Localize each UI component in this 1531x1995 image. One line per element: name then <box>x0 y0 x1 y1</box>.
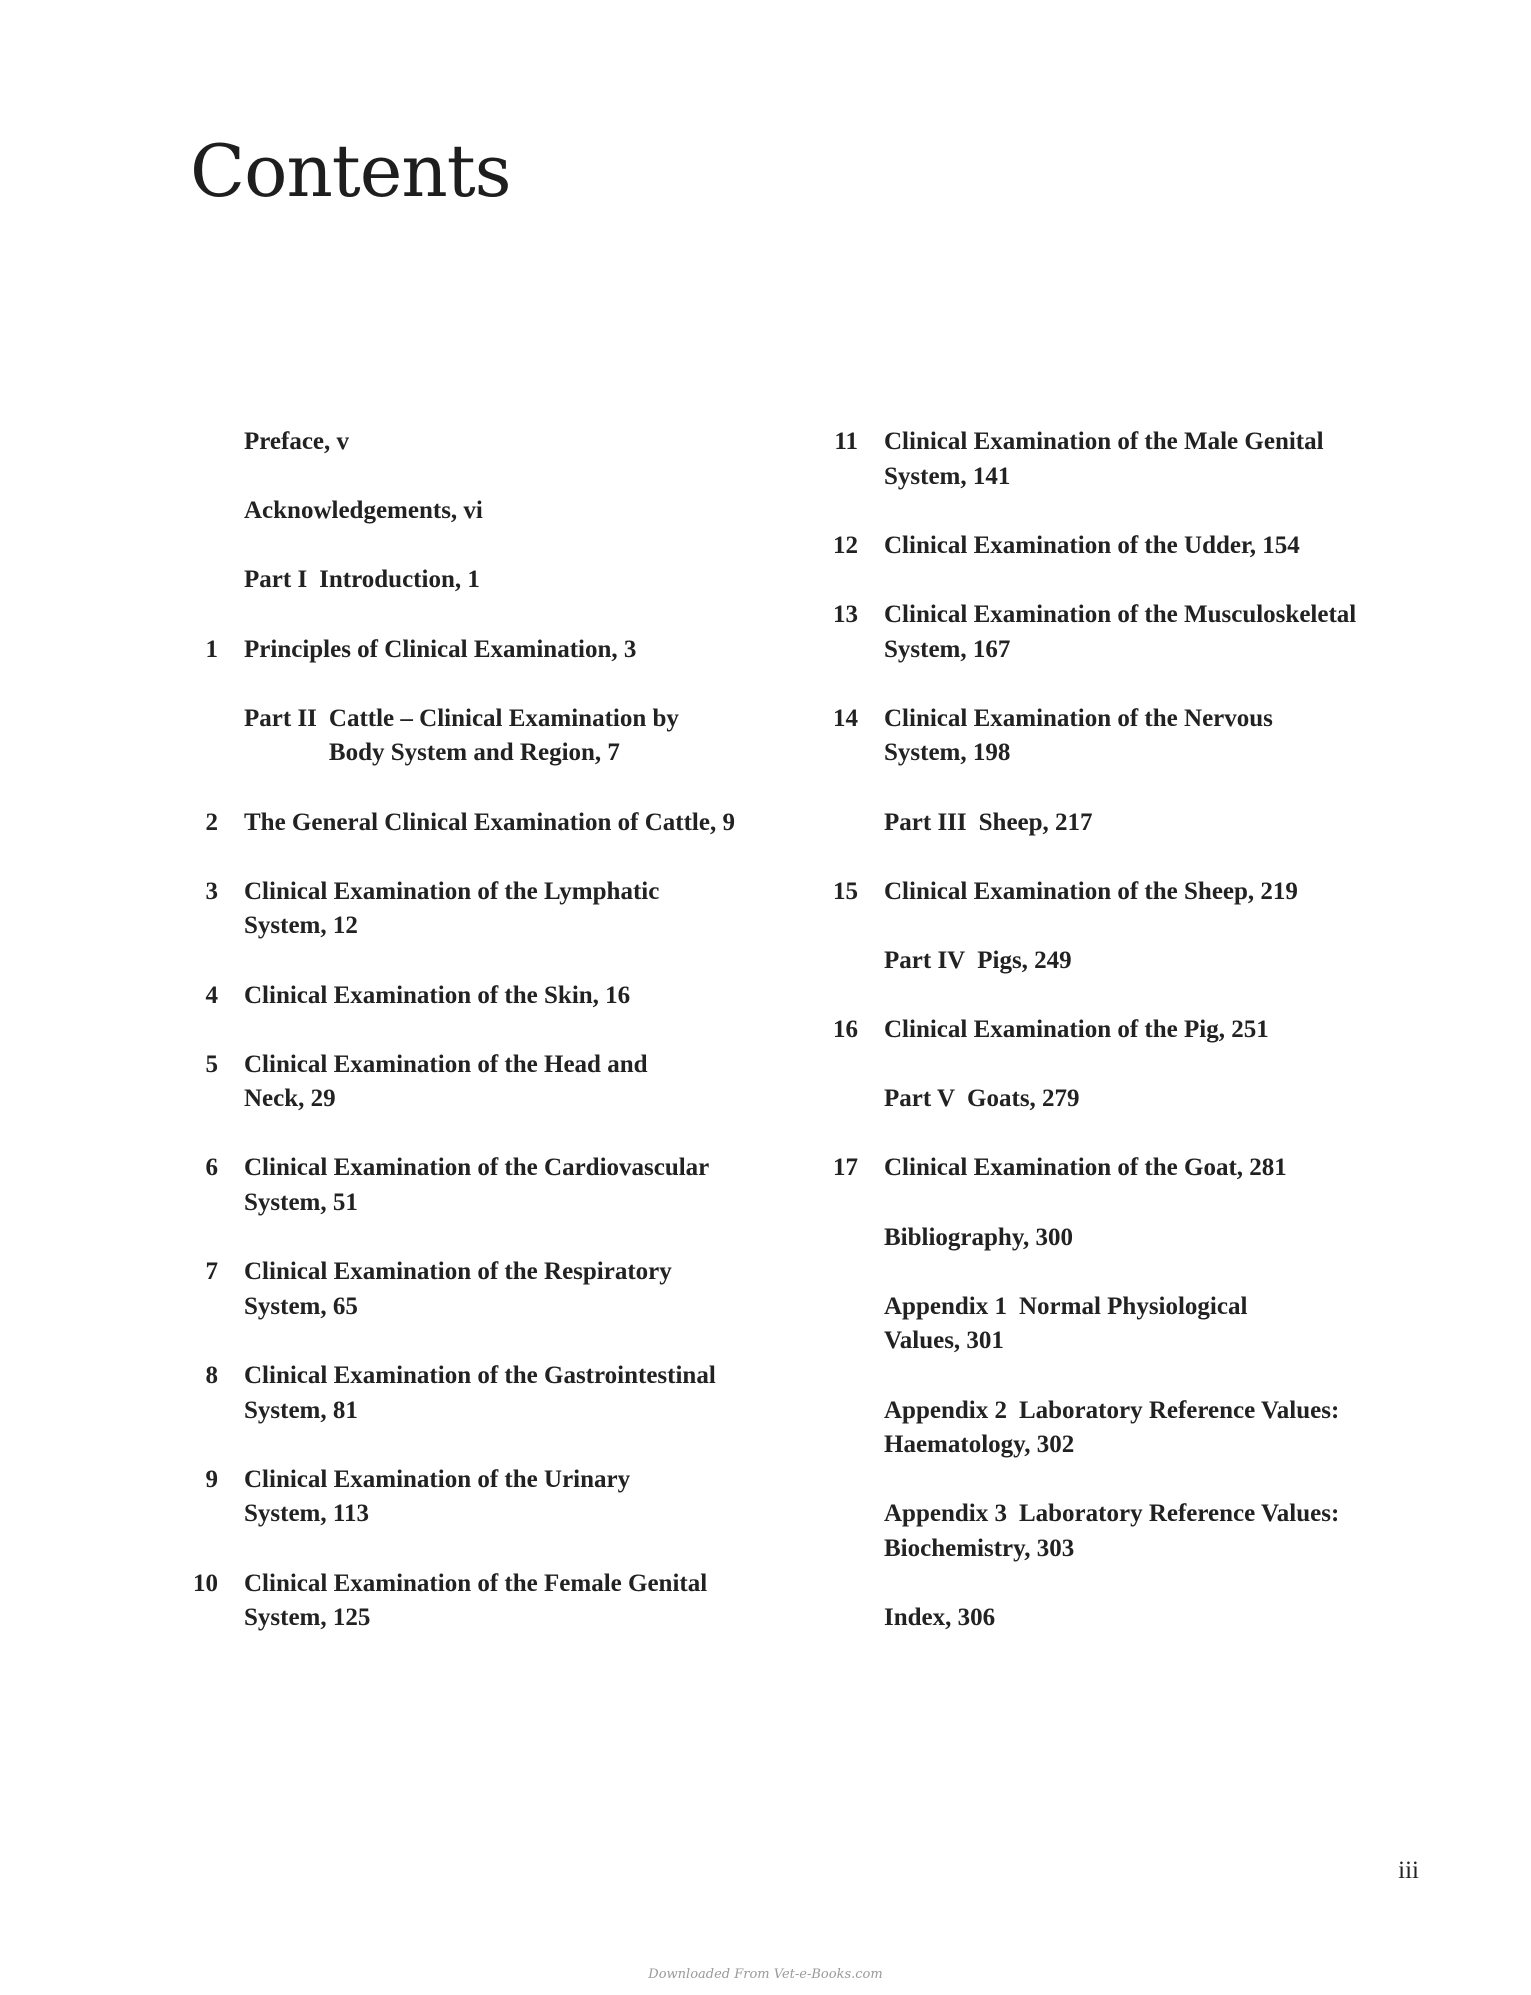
chapter-number: 10 <box>193 1569 218 1597</box>
part-title <box>979 806 1093 841</box>
toc-entry[interactable] <box>180 875 780 944</box>
toc-entry[interactable] <box>180 806 780 841</box>
toc-entry[interactable] <box>180 563 780 598</box>
appendix-label: Appendix 1 <box>884 1292 1007 1320</box>
entry-title-line: System, 167 <box>884 635 1011 663</box>
chapter-number: 2 <box>205 808 218 836</box>
entry-title-line: Clinical Examination of the Musculoskeletal <box>884 600 1357 628</box>
toc-entry[interactable] <box>180 425 780 460</box>
chapter-number: 11 <box>834 428 858 455</box>
part-title <box>967 1082 1080 1117</box>
appendix-label: Appendix 2 <box>884 1396 1007 1424</box>
toc-entry[interactable] <box>820 425 1420 494</box>
toc-entry[interactable] <box>820 702 1420 771</box>
toc-entry[interactable] <box>180 633 780 668</box>
part-label: Part II <box>244 704 317 732</box>
entry-title-line: Clinical Examination of the Gastrointestinal <box>244 1362 716 1390</box>
entry-title: Preface, v <box>244 428 350 455</box>
part-title-line: Introduction, 1 <box>319 566 480 594</box>
part-label: Part I <box>244 566 308 594</box>
toc-entry[interactable] <box>820 875 1420 910</box>
part-label: Part III <box>884 808 967 836</box>
toc-entry[interactable] <box>180 1048 780 1117</box>
part-heading-content <box>244 563 780 598</box>
part-title-line: Goats, 279 <box>967 1085 1080 1113</box>
toc-entry[interactable] <box>180 494 780 529</box>
toc-right-column <box>820 425 1420 1670</box>
toc-entry[interactable] <box>820 944 1420 979</box>
entry-title-line: Clinical Examination of the Nervous <box>884 704 1273 732</box>
toc-entry[interactable] <box>820 1290 1420 1359</box>
part-title-line: Pigs, 249 <box>977 946 1072 974</box>
appendix-title-line: Values, 301 <box>884 1327 1004 1355</box>
toc-entry[interactable] <box>820 1497 1420 1566</box>
chapter-number: 7 <box>205 1258 218 1286</box>
entry-title-line: System, 113 <box>244 1500 369 1528</box>
entry-title: Bibliography, 300 <box>884 1223 1073 1251</box>
entry-title-line: Neck, 29 <box>244 1085 336 1113</box>
entry-title: Clinical Examination of the Skin, 16 <box>244 981 631 1009</box>
toc-entry[interactable] <box>820 598 1420 667</box>
appendix-title: Laboratory Reference Values: <box>1018 1500 1340 1528</box>
toc-entry[interactable] <box>820 1013 1420 1048</box>
entry-title-line: System, 51 <box>244 1189 358 1217</box>
part-title-line: Sheep, 217 <box>978 808 1093 836</box>
entry-title-line: Clinical Examination of the Urinary <box>244 1465 631 1493</box>
toc-entry[interactable] <box>180 1359 780 1428</box>
part-label: Part IV <box>884 946 966 974</box>
part-heading-content <box>244 702 780 771</box>
appendix-label: Appendix 3 <box>884 1500 1007 1528</box>
chapter-number: 17 <box>833 1154 858 1182</box>
appendix-title-line <box>884 1497 1420 1532</box>
entry-title-line: Clinical Examination of the Female Genital <box>244 1569 708 1597</box>
chapter-number: 6 <box>205 1154 218 1182</box>
chapter-number: 15 <box>833 877 858 905</box>
part-title <box>329 702 679 771</box>
entry-title: Acknowledgements, vi <box>244 497 483 525</box>
appendix-title: Laboratory Reference Values: <box>1018 1396 1340 1424</box>
entry-title: Clinical Examination of the Pig, 251 <box>884 1016 1269 1044</box>
part-title-line: Body System and Region, 7 <box>328 739 620 767</box>
entry-title-line: System, 81 <box>244 1396 358 1424</box>
entry-title: Clinical Examination of the Udder, 154 <box>884 531 1300 559</box>
appendix-title: Normal Physiological <box>1018 1292 1248 1320</box>
toc-entry[interactable] <box>180 979 780 1014</box>
entry-title-line: System, 125 <box>244 1604 371 1632</box>
entry-title-line: System, 141 <box>884 462 1011 490</box>
part-heading-content <box>884 806 1420 841</box>
chapter-number: 9 <box>205 1465 218 1493</box>
appendix-title-line: Biochemistry, 303 <box>884 1535 1075 1562</box>
toc-left-column <box>180 425 780 1670</box>
toc-entry[interactable] <box>820 806 1420 841</box>
chapter-number: 3 <box>205 877 218 905</box>
entry-title-line: Clinical Examination of the Male Genital <box>884 428 1324 455</box>
entry-title: Principles of Clinical Examination, 3 <box>244 635 637 663</box>
entry-title: Index, 306 <box>884 1604 996 1632</box>
toc-entry[interactable] <box>820 1394 1420 1463</box>
chapter-number: 4 <box>205 981 218 1009</box>
appendix-title-line <box>884 1394 1420 1429</box>
entry-title: Clinical Examination of the Goat, 281 <box>884 1154 1287 1182</box>
entry-title-line: Clinical Examination of the Lymphatic <box>244 877 660 905</box>
part-heading-content <box>884 944 1420 979</box>
chapter-number: 8 <box>205 1362 218 1390</box>
entry-title-line: System, 65 <box>244 1292 358 1320</box>
entry-title-line: Clinical Examination of the Cardiovascular <box>244 1154 710 1182</box>
toc-entry[interactable] <box>180 1255 780 1324</box>
appendix-title-line <box>884 1290 1420 1325</box>
part-title <box>319 563 480 598</box>
chapter-number: 12 <box>833 531 858 559</box>
toc-entry[interactable] <box>180 702 780 771</box>
chapter-number: 13 <box>833 600 858 628</box>
part-label: Part V <box>884 1085 956 1113</box>
entry-title-line: System, 198 <box>884 739 1011 767</box>
entry-title-line: Clinical Examination of the Respiratory <box>244 1258 672 1286</box>
part-title <box>977 944 1071 979</box>
part-heading-content <box>884 1082 1420 1117</box>
toc-entry[interactable] <box>820 1082 1420 1117</box>
toc-entry[interactable] <box>180 1151 780 1220</box>
part-title-line: Cattle – Clinical Examination by <box>328 704 679 732</box>
entry-title-line: System, 12 <box>244 912 358 940</box>
toc-entry[interactable] <box>820 529 1420 564</box>
chapter-number: 14 <box>833 704 858 732</box>
appendix-title-line: Haematology, 302 <box>884 1431 1075 1459</box>
entry-title-line: Clinical Examination of the Head and <box>244 1050 648 1078</box>
toc-entry[interactable] <box>180 1463 780 1532</box>
watermark: Downloaded From Vet-e-Books.com <box>648 1967 883 1982</box>
toc-entry[interactable] <box>820 1221 1420 1256</box>
chapter-number: 5 <box>205 1050 218 1078</box>
toc-entry[interactable] <box>180 1567 780 1636</box>
toc-entry[interactable] <box>820 1151 1420 1186</box>
chapter-number: 1 <box>205 635 218 663</box>
page-number: iii <box>1398 1857 1419 1884</box>
entry-title: Clinical Examination of the Sheep, 219 <box>884 877 1298 905</box>
page-title: Contents <box>190 129 511 213</box>
chapter-number: 16 <box>833 1016 858 1044</box>
toc-entry[interactable] <box>820 1601 1420 1636</box>
entry-title: The General Clinical Examination of Cattle, 9 <box>244 808 735 836</box>
